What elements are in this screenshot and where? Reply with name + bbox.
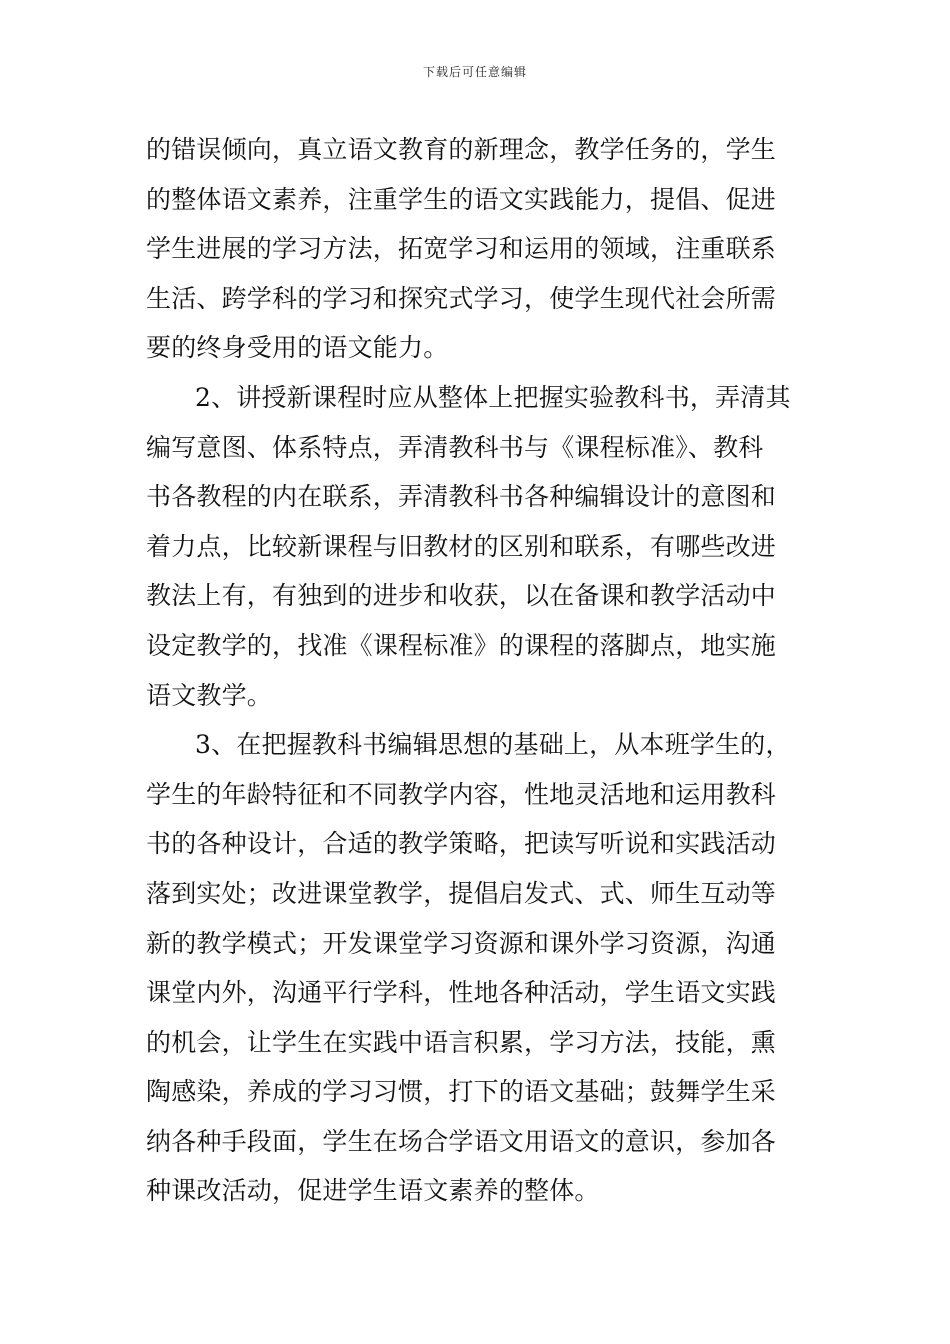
text-line: 编写意图、体系特点，弄清教科书与《课程标准》、教科 <box>146 432 764 462</box>
text-line: 的错误倾向，真立语文教育的新理念，教学任务的，学生 <box>146 135 777 164</box>
text-line: 生活、跨学科的学习和探究式学习，使学生现代社会所需 <box>146 283 777 313</box>
paragraph-3-first-line: 3、在把握教科书编辑思想的基础上，从本班学生的， <box>195 730 791 760</box>
text-line: 落到实处；改进课堂教学，提倡启发式、式、师生互动等 <box>146 878 777 908</box>
text-line: 的机会，让学生在实践中语言积累，学习方法，技能，熏 <box>146 1027 777 1057</box>
text-line: 课堂内外，沟通平行学科，性地各种活动，学生语文实践 <box>146 978 777 1008</box>
page-header: 下载后可任意编辑 <box>422 65 527 79</box>
text-line: 陶感染，养成的学习习惯，打下的语文基础；鼓舞学生采 <box>146 1077 777 1107</box>
text-line: 书的各种设计，合适的教学策略，把读写听说和实践活动 <box>146 829 777 859</box>
text-line: 书各教程的内在联系，弄清教科书各种编辑设计的意图和 <box>146 482 777 512</box>
text-line: 学生的年龄特征和不同教学内容，性地灵活地和运用教科 <box>146 779 777 809</box>
paragraph-2-first-line: 2、讲授新课程时应从整体上把握实验教科书，弄清其 <box>195 382 791 412</box>
text-line: 语文教学。 <box>146 680 273 710</box>
text-line: 要的终身受用的语文能力。 <box>146 333 449 363</box>
text-line: 纳各种手段面，学生在场合学语文用语文的意识，参加各 <box>146 1126 777 1156</box>
text-line: 种课改活动，促进学生语文素养的整体。 <box>146 1176 600 1206</box>
text-line: 设定教学的，找准《课程标准》的课程的落脚点，地实施 <box>146 630 777 660</box>
text-line: 着力点，比较新课程与旧教材的区别和联系，有哪些改进 <box>146 531 777 561</box>
text-line: 新的教学模式；开发课堂学习资源和课外学习资源，沟通 <box>146 928 777 958</box>
document-body <box>146 125 816 1216</box>
text-line: 的整体语文素养，注重学生的语文实践能力，提倡、促进 <box>146 184 777 214</box>
text-line: 教法上有，有独到的进步和收获，以在备课和教学活动中 <box>146 581 777 611</box>
text-line: 学生进展的学习方法，拓宽学习和运用的领域，注重联系 <box>146 234 777 264</box>
